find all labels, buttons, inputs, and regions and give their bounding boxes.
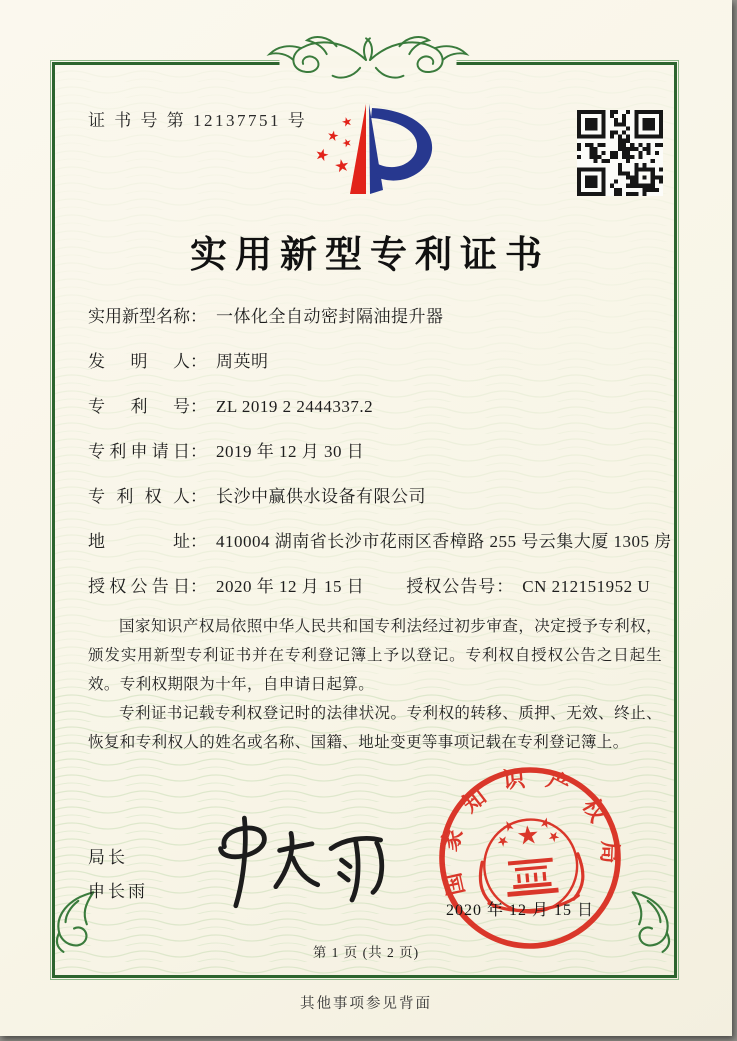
field-value: 2020 年 12 月 15 日 xyxy=(216,577,365,596)
official-seal xyxy=(426,754,634,962)
field-list xyxy=(88,304,672,619)
field-label: 地址 xyxy=(88,532,190,551)
field-label: 专利申请日 xyxy=(88,442,190,461)
legal-text xyxy=(88,612,662,757)
signatory-name: 申长雨 xyxy=(88,882,148,901)
signatory-title: 局长 xyxy=(88,848,128,867)
field-label: 授权公告号 xyxy=(406,577,497,596)
field-label: 实用新型名称 xyxy=(88,307,190,326)
field-row-inventor: 发明人 ： 周英明 xyxy=(88,349,666,374)
back-note: 其他事项参见背面 xyxy=(300,996,432,1012)
field-row-grant: 授权公告日 ： 2020 年 12 月 15 日 授权公告号 ： CN 212151952 U xyxy=(88,574,666,599)
field-row-name: 实用新型名称 ： 一体化全自动密封隔油提升器 xyxy=(88,304,666,329)
field-label: 专利权人 xyxy=(88,487,190,506)
field-value: 2019 年 12 月 30 日 xyxy=(216,442,365,461)
certificate-number: 证 书 号 第 12137751 号 xyxy=(88,111,308,130)
field-label: 发明人 xyxy=(88,352,190,371)
field-row-patentee: 专利权人 ： 长沙中赢供水设备有限公司 xyxy=(88,484,666,509)
director-signature xyxy=(192,810,392,910)
field-label: 授权公告日 xyxy=(88,577,190,596)
field-value: ZL 2019 2 2444337.2 xyxy=(216,397,374,416)
field-row-filing-date: 专利申请日 ： 2019 年 12 月 30 日 xyxy=(88,439,666,464)
legal-paragraph: 国家知识产权局依照中华人民共和国专利法经过初步审查，决定授予专利权，颁发实用新型专利证书并在专利登记簿上予以登记。专利权自授权公告之日起生效。专利权期限为十年，自申请日起算。 xyxy=(88,618,662,693)
legal-paragraph: 专利证书记载专利权登记时的法律状况。专利权的转移、质押、无效、终止、恢复和专利权人的姓名或名称、国籍、地址变更等事项记载在专利登记簿上。 xyxy=(88,705,662,751)
qr-code xyxy=(577,110,663,196)
certificate-title: 实用新型专利证书 xyxy=(190,235,550,276)
field-value: 410004 湖南省长沙市花雨区香樟路 255 号云集大厦 1305 房 xyxy=(216,532,672,551)
field-value: 一体化全自动密封隔油提升器 xyxy=(216,307,444,326)
seal-arc-text: 国家知识产权局 xyxy=(435,764,623,898)
field-value: 周英明 xyxy=(216,352,269,371)
top-ornament-icon xyxy=(250,32,486,86)
field-label: 专利号 xyxy=(88,397,190,416)
seal-date: 2020 年 12 月 15 日 xyxy=(445,902,594,919)
grant-number-group: 授权公告号 ： CN 212151952 U xyxy=(406,574,650,599)
field-value: 长沙中赢供水设备有限公司 xyxy=(216,487,426,506)
page-number: 第 1 页 (共 2 页) xyxy=(312,945,420,960)
field-row-address: 地址 ： 410004 湖南省长沙市花雨区香樟路 255 号云集大厦 1305 房 xyxy=(88,529,666,554)
cnipa-logo-icon xyxy=(300,98,440,202)
field-value: CN 212151952 U xyxy=(522,577,651,596)
field-row-patent-no: 专利号 ： ZL 2019 2 2444337.2 xyxy=(88,394,666,419)
